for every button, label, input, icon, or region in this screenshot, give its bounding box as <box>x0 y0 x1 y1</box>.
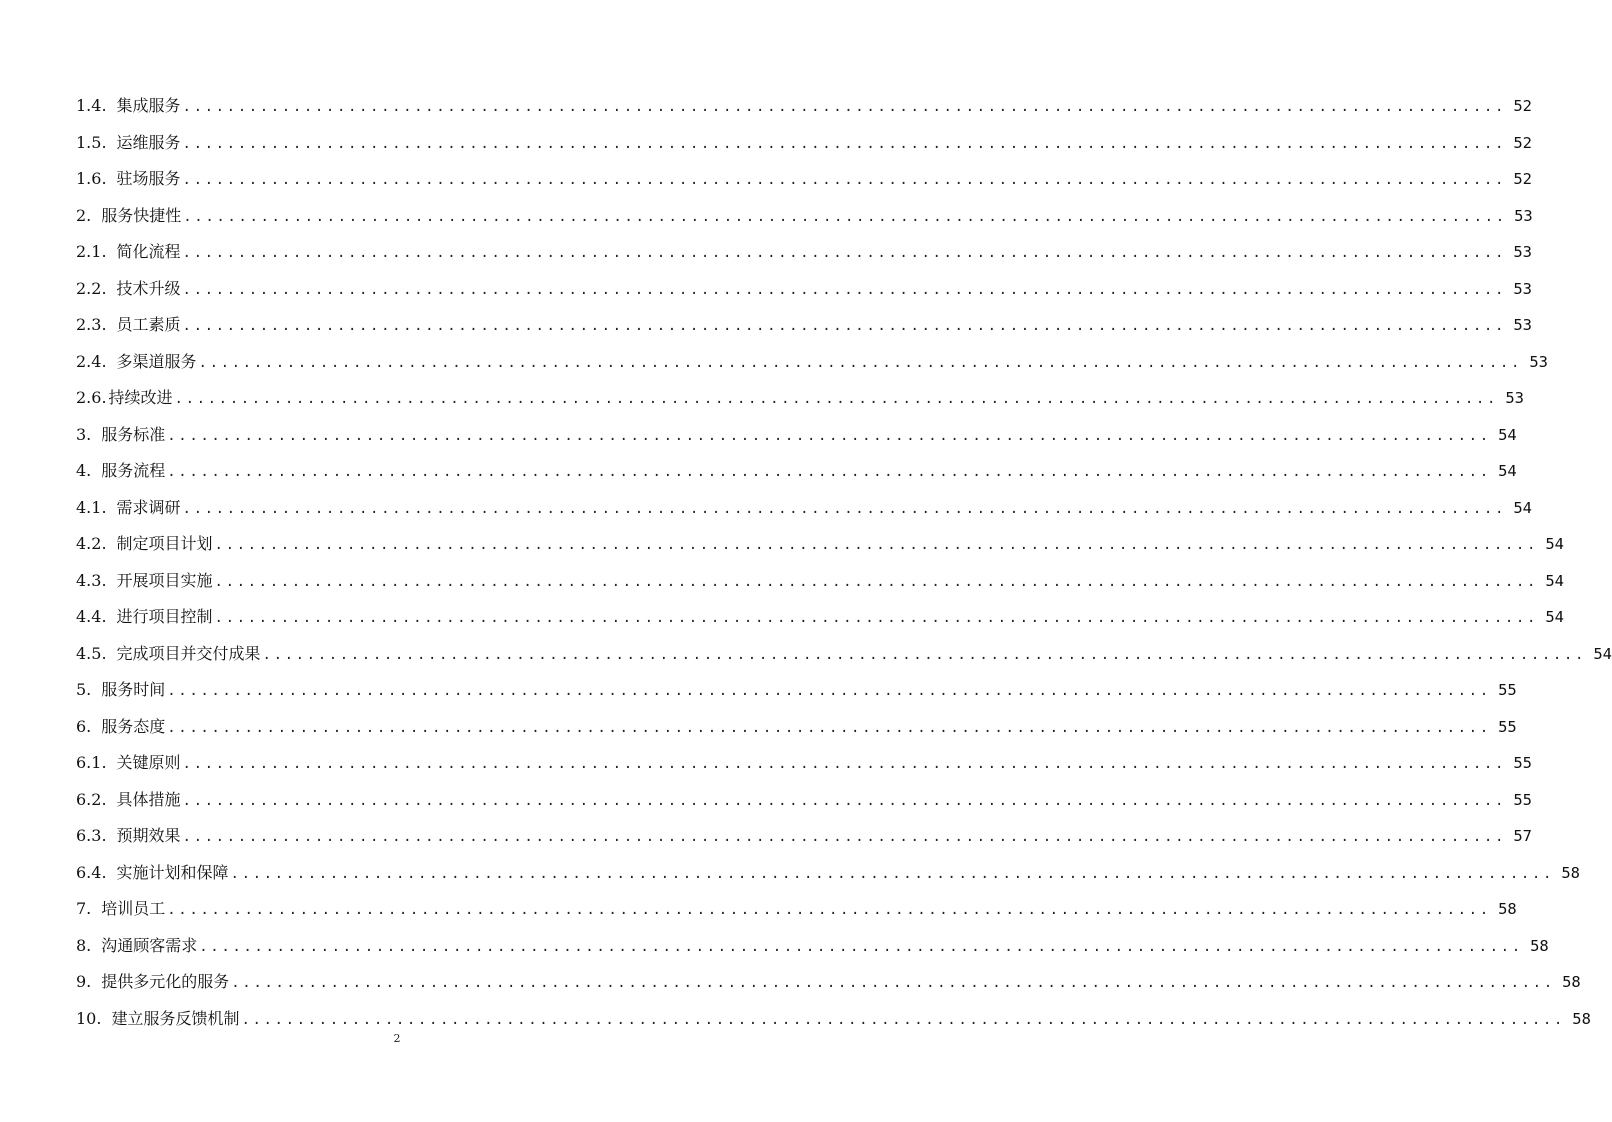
dot-leader: ........................................................................................................................ <box>231 975 1555 991</box>
toc-entry-number: 7. <box>76 899 92 918</box>
toc-entry-title: 运维服务 <box>116 132 181 152</box>
dot-leader: ........................................................................................................................ <box>182 172 1506 188</box>
toc-entry-title: 服务快捷性 <box>101 205 182 225</box>
toc-entry[interactable] <box>76 88 1532 125</box>
toc-entry-page: 54 <box>1545 571 1564 590</box>
toc-entry-title: 员工素质 <box>116 315 181 334</box>
toc-entry-page: 58 <box>1498 900 1517 918</box>
toc-entry-title: 驻场服务 <box>116 169 181 188</box>
dot-leader: ........................................................................................................................ <box>182 756 1506 772</box>
toc-entry-page: 57 <box>1513 827 1532 845</box>
toc-entry-title: 服务态度 <box>101 716 166 736</box>
toc-entry-page: 54 <box>1593 644 1612 663</box>
toc-entry-page: 53 <box>1529 352 1548 371</box>
toc-entry-number: 6.4. <box>76 862 107 882</box>
toc-entry-title: 沟通顾客需求 <box>101 935 198 955</box>
toc-entry[interactable] <box>76 782 1532 819</box>
toc-entry[interactable] <box>76 636 1612 673</box>
dot-leader: ........................................................................................................................ <box>230 865 1554 882</box>
toc-entry-number: 4.5. <box>76 643 107 663</box>
dot-leader: ........................................................................................................................ <box>199 938 1523 955</box>
toc-entry-title: 完成项目并交付成果 <box>116 643 261 663</box>
toc-entry-page: 53 <box>1513 279 1532 298</box>
toc-entry-page: 54 <box>1513 498 1532 517</box>
toc-entry[interactable] <box>76 417 1517 454</box>
toc-entry[interactable] <box>76 818 1532 855</box>
toc-entry[interactable] <box>76 380 1524 417</box>
toc-entry-number: 10. <box>76 1008 102 1028</box>
toc-entry-number: 4.3. <box>76 570 107 590</box>
toc-entry-title: 简化流程 <box>116 242 181 261</box>
toc-entry-number: 2.3. <box>76 315 107 334</box>
dot-leader: ........................................................................................................................ <box>167 683 1491 699</box>
toc-entry-page: 58 <box>1572 1009 1591 1028</box>
dot-leader: ........................................................................................................................ <box>182 135 1506 152</box>
toc-entry[interactable] <box>76 855 1580 892</box>
toc-entry-title: 服务时间 <box>101 680 166 699</box>
toc-entry-title: 服务流程 <box>101 461 166 480</box>
toc-entry-page: 52 <box>1513 170 1532 188</box>
dot-leader: ........................................................................................................................ <box>214 573 1538 590</box>
toc-entry[interactable] <box>76 891 1517 928</box>
dot-leader: ........................................................................................................................ <box>241 1011 1565 1028</box>
dot-leader: ........................................................................................................................ <box>167 719 1491 736</box>
toc-entry-page: 54 <box>1498 425 1517 444</box>
toc-entry-page: 55 <box>1498 681 1517 699</box>
toc-entry[interactable] <box>76 745 1532 782</box>
toc-entry[interactable] <box>76 563 1564 600</box>
toc-entry-title: 预期效果 <box>116 826 181 845</box>
dot-leader: ........................................................................................................................ <box>174 391 1498 407</box>
toc-entry[interactable] <box>76 271 1532 308</box>
dot-leader: ........................................................................................................................ <box>167 464 1491 480</box>
toc-entry-title: 服务标准 <box>101 424 166 444</box>
toc-entry-number: 4.4. <box>76 607 107 626</box>
toc-entry[interactable] <box>76 672 1517 709</box>
dot-leader: ........................................................................................................................ <box>182 281 1506 298</box>
toc-entry-number: 4.1. <box>76 497 107 517</box>
toc-entry-title: 提供多元化的服务 <box>101 972 230 991</box>
toc-entry-page: 55 <box>1498 717 1517 736</box>
toc-entry-number: 8. <box>76 935 92 955</box>
toc-entry-title: 制定项目计划 <box>116 534 213 553</box>
toc-entry[interactable] <box>76 161 1532 198</box>
toc-entry-number: 6.3. <box>76 826 107 845</box>
toc-entry-page: 54 <box>1498 462 1517 480</box>
toc-entry-title: 集成服务 <box>116 96 181 115</box>
toc-entry-page: 55 <box>1513 790 1532 809</box>
toc-entry-title: 开展项目实施 <box>116 570 213 590</box>
toc-entry-title: 多渠道服务 <box>116 351 197 371</box>
toc-entry-title: 进行项目控制 <box>116 607 213 626</box>
toc-entry-title: 持续改进 <box>108 388 173 407</box>
toc-entry[interactable] <box>76 198 1533 235</box>
toc-entry-number: 1.6. <box>76 169 107 188</box>
toc-entry-number: 2.2. <box>76 278 107 298</box>
dot-leader: ........................................................................................................................ <box>214 537 1538 553</box>
toc-entry[interactable] <box>76 490 1532 527</box>
toc-entry-number: 4. <box>76 461 92 480</box>
page-number: 2 <box>393 1032 401 1045</box>
dot-leader: ........................................................................................................................ <box>182 792 1506 809</box>
dot-leader: ........................................................................................................................ <box>167 902 1491 918</box>
toc-entry[interactable] <box>76 344 1548 381</box>
toc-entry[interactable] <box>76 599 1564 636</box>
toc-entry-number: 1.4. <box>76 96 107 115</box>
toc-entry[interactable] <box>76 453 1517 490</box>
toc-entry[interactable] <box>76 526 1564 563</box>
dot-leader: ........................................................................................................................ <box>182 245 1506 261</box>
dot-leader: ........................................................................................................................ <box>182 99 1506 115</box>
toc-entry-number: 4.2. <box>76 534 107 553</box>
toc-entry[interactable] <box>76 709 1517 746</box>
toc-entry-title: 实施计划和保障 <box>116 862 229 882</box>
dot-leader: ........................................................................................................................ <box>167 427 1491 444</box>
dot-leader: ........................................................................................................................ <box>182 318 1506 334</box>
toc-entry-number: 3. <box>76 424 92 444</box>
toc-entry-title: 需求调研 <box>116 497 181 517</box>
toc-entry-title: 培训员工 <box>101 899 166 918</box>
toc-entry-page: 53 <box>1505 389 1524 407</box>
toc-entry-page: 55 <box>1513 754 1532 772</box>
toc-entry-page: 54 <box>1545 608 1564 626</box>
toc-entry-title: 技术升级 <box>116 278 181 298</box>
table-of-contents <box>76 88 1612 1037</box>
dot-leader: ........................................................................................................................ <box>182 500 1506 517</box>
dot-leader: ........................................................................................................................ <box>198 354 1522 371</box>
dot-leader: ........................................................................................................................ <box>262 646 1586 663</box>
toc-entry-page: 54 <box>1545 535 1564 553</box>
toc-entry-page: 52 <box>1513 97 1532 115</box>
toc-entry-number: 1.5. <box>76 132 107 152</box>
dot-leader: ........................................................................................................................ <box>182 829 1506 845</box>
toc-entry-page: 58 <box>1561 863 1580 882</box>
toc-entry-page: 58 <box>1562 973 1581 991</box>
toc-entry[interactable] <box>76 928 1549 965</box>
toc-entry[interactable] <box>76 234 1532 271</box>
toc-entry-number: 2. <box>76 205 92 225</box>
dot-leader: ........................................................................................................................ <box>214 610 1538 626</box>
toc-entry-title: 建立服务反馈机制 <box>111 1008 240 1028</box>
toc-entry-number: 2.6. <box>76 388 107 407</box>
toc-entry[interactable] <box>76 125 1532 162</box>
toc-entry-number: 5. <box>76 680 92 699</box>
toc-entry-page: 53 <box>1513 243 1532 261</box>
toc-entry-page: 53 <box>1514 206 1533 225</box>
toc-entry-number: 6.2. <box>76 789 107 809</box>
toc-entry-page: 53 <box>1513 316 1532 334</box>
toc-entry-title: 具体措施 <box>116 789 181 809</box>
toc-entry-number: 6.1. <box>76 753 107 772</box>
toc-entry[interactable] <box>76 307 1532 344</box>
toc-entry-title: 关键原则 <box>116 753 181 772</box>
toc-entry-number: 2.1. <box>76 242 107 261</box>
toc-entry-page: 52 <box>1513 133 1532 152</box>
dot-leader: ........................................................................................................................ <box>183 208 1507 225</box>
toc-entry-page: 58 <box>1530 936 1549 955</box>
toc-entry[interactable] <box>76 964 1581 1001</box>
toc-entry-number: 2.4. <box>76 351 107 371</box>
toc-entry-number: 6. <box>76 716 92 736</box>
toc-entry-number: 9. <box>76 972 92 991</box>
